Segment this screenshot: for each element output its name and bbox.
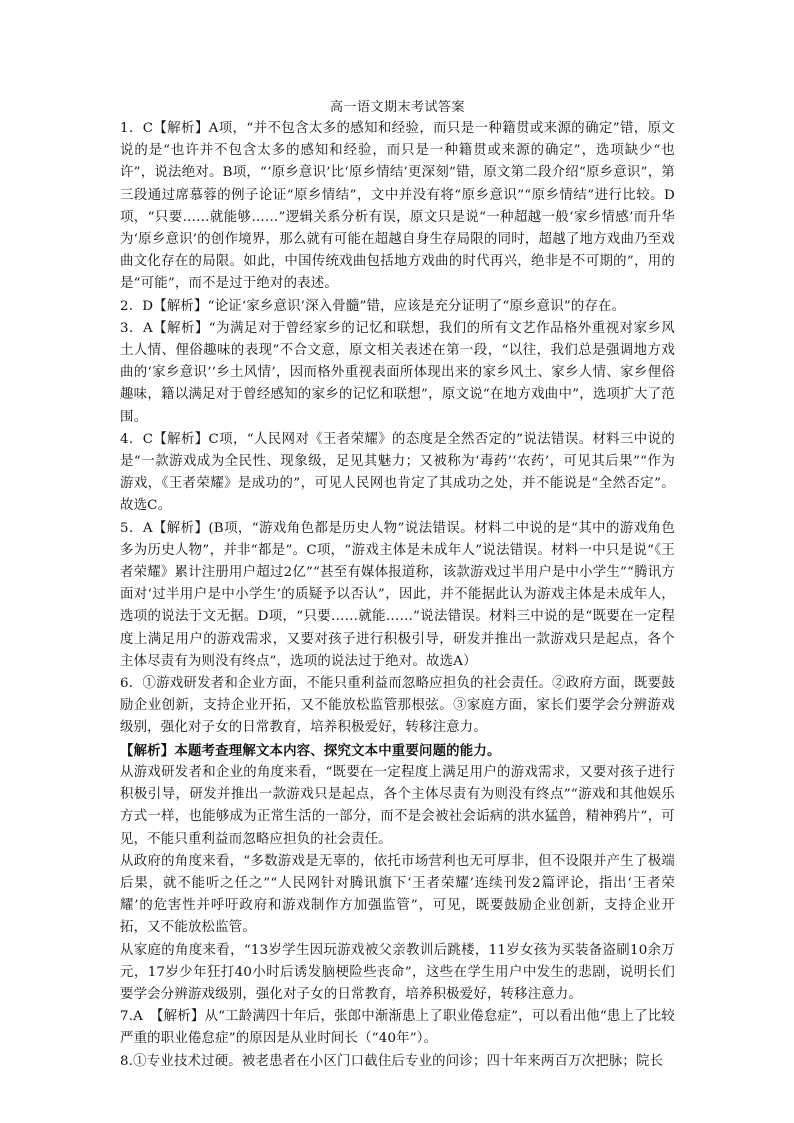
answer-paragraph-2: 2．D【解析】“论证‘家乡意识’深入骨髓”错，应该是充分证明了“原乡意识”的存在。 [120, 298, 626, 314]
analysis-heading: 【解析】本题考查理解文本内容、探究文本中重要问题的能力。 [120, 742, 501, 759]
answer-paragraph-5: 5．A【解析】(B项，“游戏角色都是历史人物”说法错误。材料二中说的是“其中的游戏角色多为历史人物”，并非“都是”。C项，“游戏主体是未成年人”说法错误。材料一中只是说“《王者荣耀》累计注册用户超过2亿”“甚至有媒体报道称，该款游戏过半用户是中小学生”“腾讯方面对‘过半用户是中小学生’的质疑予以否认”，因此，并不能据此认为游戏主体是未成年人，选项的说法于文无据。D项，“只要……就能……”说法错误。材料三中说的是“既要在一定程度上满足用户的游戏需求，又要对孩子进行积极引导，研发并推出一款游戏只是起点，各个主体尽责有为则没有终点”，选项的说法过于绝对。故选A） [120, 520, 675, 669]
analysis-developer: 从游戏研发者和企业的角度来看，“既要在一定程度上满足用户的游戏需求，又要对孩子进行积极引导，研发并推出一款游戏只是起点，各个主体尽责有为则没有终点”“游戏和其他娱乐方式一样，也能够成为正常生活的一部分，而不是会被社会诟病的洪水猛兽，精神鸦片”，可见，不能只重利益而忽略应担负的社会责任。 [120, 764, 675, 847]
answer-paragraph-3: 3．A【解析】“为满足对于曾经家乡的记忆和联想，我们的所有文艺作品格外重视对家乡风土人情、俚俗趣味的表现”不合文意，原文相关表述在第一段，“以往，我们总是强调地方戏曲的‘家乡意识’‘乡土风情’，因而格外重视表面所体现出来的家乡风土、家乡人情、家乡俚俗趣味，籍以满足对于曾经感知的家乡的记忆和联想”，原文说“在地方戏曲中”，选项扩大了范围。 [120, 320, 675, 425]
answer-paragraph-4: 4．C【解析】C项，“人民网对《王者荣耀》的态度是全然否定的”说法错误。材料三中说的是“一款游戏成为全民性、现象级，足见其魅力；又被称为‘毒药’‘农药’，可见其后果”“作为游戏，《王者荣耀》是成功的”，可见人民网也肯定了其成功之处，并不能说是“全然否定”。故选C。 [120, 431, 675, 514]
answer-document [120, 100, 675, 1073]
analysis-government: 从政府的角度来看，“多数游戏是无辜的，依托市场营利也无可厚非，但不设限并产生了极端后果，就不能听之任之”“人民网针对腾讯旗下‘王者荣耀’连续刊发2篇评论，指出‘王者荣耀’的危害性并呼吁政府和游戏制作方加强监管”，可见，既要鼓励企业创新，支持企业开拓，又不能放松监管。 [120, 853, 675, 936]
document-title: 高一语文期末考试答案 [329, 100, 465, 115]
answer-paragraph-6: 6．①游戏研发者和企业方面，不能只重利益而忽略应担负的社会责任。②政府方面，既要鼓励企业创新，支持企业开拓，又不能放松监管那根弦。③家庭方面，家长们要学会分辨游戏级别，强化对子女的日常教育，培养积极爱好，转移注意力。 [120, 676, 675, 736]
answer-paragraph-1: 1．C【解析】A项，“并不包含太多的感知和经验，而只是一种籍贯或来源的确定”错，原文说的是“也许并不包含太多的感知和经验，而只是一种籍贯或来源的确定”，选项缺少“也许”，说法绝对。B项，“‘原乡意识’比‘原乡情结’更深刻”错，原文第二段介绍“原乡意识”，第三段通过席慕蓉的例子论证“原乡情结”，文中并没有将“原乡意识”“原乡情结”进行比较。D项，“只要……就能够……”逻辑关系分析有误，原文只是说“一种超越一般‘家乡情感’而升华为‘原乡意识’的创作境界，那么就有可能在超越自身生存局限的同时，超越了地方戏曲乃至戏曲文化存在的局限。如此，中国传统戏曲包括地方戏曲的时代再兴，绝非是不可期的”，用的是“可能”，而不是过于绝对的表述。 [120, 121, 675, 292]
answer-paragraph-7: 7.A 【解析】从“工龄满四十年后，张郎中渐渐患上了职业倦怠症”，可以看出他“患上了比较严重的职业倦怠症”的原因是从业时间长（“40年”）。 [120, 1009, 675, 1047]
answer-paragraph-8: 8.①专业技术过硬。被老患者在小区门口截住后专业的问诊；四十年来两百万次把脉；院长 [120, 1053, 664, 1069]
analysis-family: 从家庭的角度来看，“13岁学生因玩游戏被父亲教训后跳楼，11岁女孩为买装备盗刷10余万元，17岁少年狂打40小时后诱发脑梗险些丧命”，这些在学生用户中发生的悲剧，说明长们要学会分辨游戏级别，强化对子女的日常教育，培养积极爱好，转移注意力。 [120, 942, 675, 1002]
